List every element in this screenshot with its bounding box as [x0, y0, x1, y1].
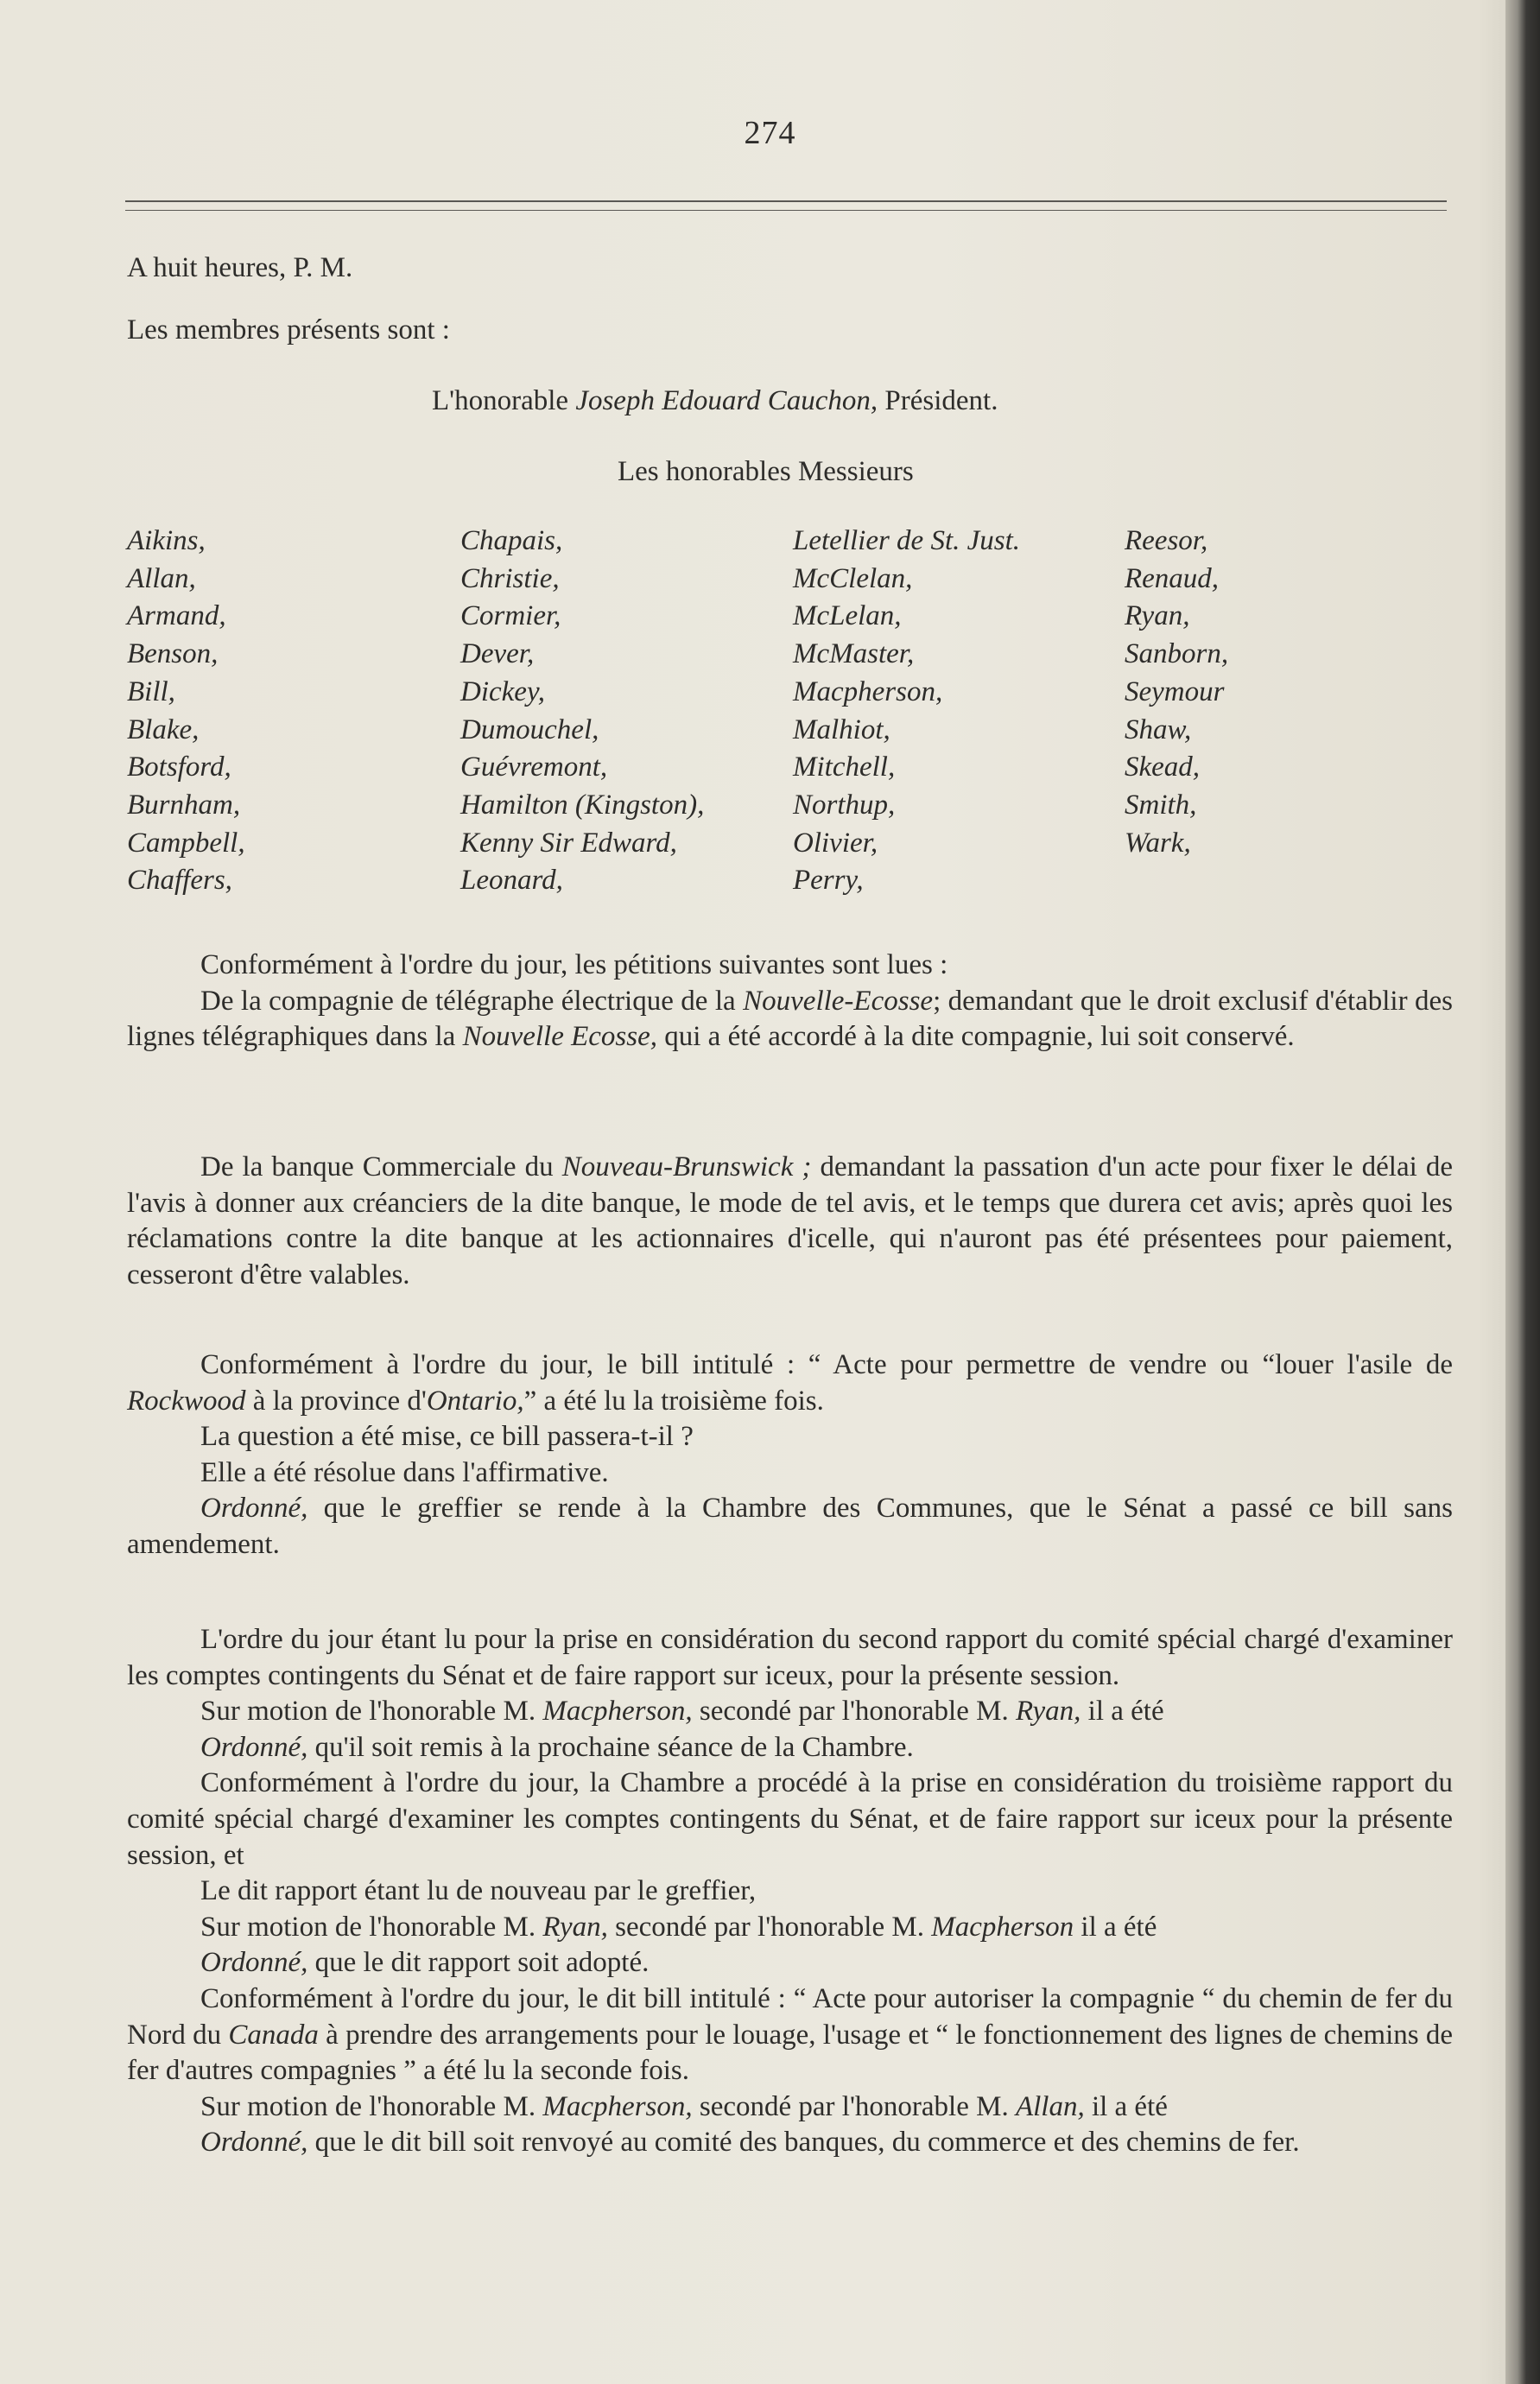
- paragraph: [127, 1347, 1453, 1419]
- text-run: Rockwood: [127, 1385, 246, 1417]
- paragraph: Le dit rapport étant lu de nouveau par le greffier,: [200, 1875, 757, 1907]
- petitions-block: [127, 948, 1453, 1056]
- member-name: Dickey,: [460, 675, 546, 707]
- text-run: Sur motion de l'honorable M.: [200, 2090, 543, 2122]
- header-rule-bottom: [125, 210, 1447, 211]
- paragraph: [127, 2089, 1453, 2126]
- text-run: Allan,: [1015, 2090, 1085, 2122]
- member-name: Dumouchel,: [460, 713, 599, 745]
- member-name: McClelan,: [793, 562, 913, 594]
- text-run: à prendre des arrangements pour le louage, l'usage et “ le fonctionnement des lignes de chemins de fer d'autres compagnies ” a été lu la seconde fois.: [127, 2019, 1454, 2087]
- page-number: 274: [744, 115, 796, 151]
- paragraph: [127, 1694, 1453, 1730]
- text-run: secondé par l'honorable M.: [692, 2090, 1016, 2122]
- member-name: Christie,: [460, 562, 560, 594]
- text-run: secondé par l'honorable M.: [692, 1696, 1016, 1728]
- text-run: Conformément à l'ordre du jour, le bill intitulé : “ Acte pour permettre de vendre ou “louer l'asile de: [200, 1349, 1453, 1380]
- paragraph: [127, 1981, 1453, 2089]
- text-run: Ontario,: [426, 1385, 524, 1417]
- members-column-3: [793, 523, 1020, 900]
- member-name: Ryan,: [1125, 600, 1190, 632]
- member-name: Smith,: [1125, 789, 1197, 821]
- member-name: Aikins,: [127, 525, 206, 556]
- text-run: demandant la passation d'un acte pour fixer le délai de l'avis à donner aux créanciers de la dite banque, le mode de tel avis, et le temps que durera cet avis; après quoi les réclamations contre la dite banque at les actionnaires d'icelle, qui n'auront pas été présentees pour paiement, cesseront d'être valables.: [127, 1151, 1454, 1290]
- text-run: Ordonné,: [200, 1731, 308, 1763]
- member-name: Kenny Sir Edward,: [460, 827, 677, 859]
- member-name: Chapais,: [460, 525, 563, 556]
- text-run: qui a été accordé à la dite compagnie, lui soit conservé.: [657, 1021, 1295, 1053]
- member-name: Chaffers,: [127, 865, 232, 897]
- members-intro: Les membres présents sont :: [127, 314, 450, 346]
- members-column-2: [460, 523, 704, 900]
- text-run: Ordonné,: [200, 2127, 308, 2159]
- text-run: Conformément à l'ordre du jour, le dit bill intitulé : “ Acte pour autoriser la compagnie “ du chemin de fer du Nord du: [127, 1982, 1453, 2051]
- member-name: Perry,: [793, 865, 864, 897]
- member-name: Reesor,: [1125, 525, 1208, 556]
- paragraph: [127, 1910, 1453, 1946]
- honorables-header: Les honorables Messieurs: [618, 456, 914, 487]
- paragraph: L'ordre du jour étant lu pour la prise en considération du second rapport du comité spécial chargé d'examiner les comptes contingents du Sénat et de faire rapport sur iceux, pour la présente session.: [127, 1624, 1453, 1691]
- member-name: Dever,: [460, 638, 535, 670]
- text-run: ; demandant que le droit exclusif d'établir des lignes télégraphiques dans la: [127, 985, 1454, 1053]
- member-name: McLelan,: [793, 600, 902, 632]
- president-line: [432, 385, 998, 417]
- text-run: Nouvelle-Ecosse: [743, 985, 934, 1017]
- member-name: Olivier,: [793, 827, 878, 859]
- member-name: Burnham,: [127, 789, 241, 821]
- text-run: Sur motion de l'honorable M.: [200, 1911, 543, 1943]
- text-run: Ryan,: [542, 1911, 608, 1943]
- member-name: Shaw,: [1125, 713, 1192, 745]
- bank-petition-block: [127, 1150, 1453, 1293]
- text-run: De la compagnie de télégraphe électrique de la: [200, 985, 744, 1017]
- member-name: Bill,: [127, 675, 175, 707]
- president-prefix: L'honorable: [432, 385, 569, 416]
- text-run: que le dit rapport soit adopté.: [307, 1947, 650, 1979]
- text-run: à la province d': [245, 1385, 427, 1417]
- text-run: Macpherson: [931, 1911, 1074, 1943]
- member-name: Seymour: [1125, 675, 1225, 707]
- time-line: A huit heures, P. M.: [127, 252, 353, 283]
- paragraph: Conformément à l'ordre du jour, les pétitions suivantes sont lues :: [200, 949, 948, 980]
- text-run: Ordonné,: [200, 1493, 308, 1525]
- member-name: Guévremont,: [460, 751, 608, 783]
- paragraph: [127, 1491, 1453, 1563]
- member-name: McMaster,: [793, 638, 915, 670]
- text-run: que le greffier se rende à la Chambre des Communes, que le Sénat a passé ce bill sans amendement.: [127, 1493, 1453, 1560]
- text-run: que le dit bill soit renvoyé au comité des banques, du commerce et des chemins de fer.: [307, 2127, 1300, 2159]
- text-run: secondé par l'honorable M.: [607, 1911, 932, 1943]
- text-run: Ryan,: [1015, 1696, 1081, 1728]
- member-name: Blake,: [127, 713, 200, 745]
- text-run: ” a été lu la troisième fois.: [523, 1385, 824, 1417]
- text-run: Nouvelle Ecosse,: [462, 1021, 657, 1053]
- paragraph: Elle a été résolue dans l'affirmative.: [200, 1456, 609, 1488]
- text-run: il a été: [1074, 1911, 1157, 1943]
- member-name: Armand,: [127, 600, 226, 632]
- rockwood-bill-block: [127, 1347, 1453, 1563]
- member-name: Botsford,: [127, 751, 231, 783]
- text-run: Macpherson,: [542, 1696, 693, 1728]
- member-name: Campbell,: [127, 827, 245, 859]
- reports-block: [127, 1622, 1453, 2161]
- book-gutter-edge: [1505, 0, 1540, 2384]
- president-name: Joseph Edouard Cauchon,: [575, 385, 878, 416]
- member-name: Wark,: [1125, 827, 1191, 859]
- member-name: Hamilton (Kingston),: [460, 789, 705, 821]
- header-rule-top: [125, 200, 1447, 202]
- text-run: De la banque Commerciale du: [200, 1151, 562, 1182]
- member-name: Malhiot,: [793, 713, 890, 745]
- paragraph: [127, 2125, 1453, 2161]
- paragraph: [127, 1150, 1453, 1293]
- paragraph: [127, 984, 1453, 1056]
- paragraph: [127, 1945, 1453, 1981]
- member-name: Allan,: [127, 562, 196, 594]
- member-name: Macpherson,: [793, 675, 943, 707]
- member-name: Sanborn,: [1125, 638, 1229, 670]
- text-run: Canada: [228, 2019, 319, 2051]
- member-name: Cormier,: [460, 600, 561, 632]
- members-column-1: [127, 523, 245, 900]
- text-run: il a été: [1084, 2090, 1168, 2122]
- member-name: Mitchell,: [793, 751, 896, 783]
- member-name: Leonard,: [460, 865, 563, 897]
- paragraph: La question a été mise, ce bill passera-t-il ?: [200, 1421, 694, 1453]
- text-run: Nouveau-Brunswick ;: [561, 1151, 812, 1182]
- paragraph: [127, 1730, 1453, 1766]
- member-name: Northup,: [793, 789, 896, 821]
- text-run: il a été: [1081, 1696, 1164, 1728]
- member-name: Benson,: [127, 638, 219, 670]
- text-run: Macpherson,: [542, 2090, 693, 2122]
- member-name: Skead,: [1125, 751, 1201, 783]
- member-name: Renaud,: [1125, 562, 1220, 594]
- paragraph: Conformément à l'ordre du jour, la Chambre a procédé à la prise en considération du troisième rapport du comité spécial chargé d'examiner les comptes contingents du Sénat, et de faire rapport sur iceux pour la présente session, et: [127, 1767, 1453, 1871]
- member-name: Letellier de St. Just.: [793, 525, 1021, 556]
- text-run: Sur motion de l'honorable M.: [200, 1696, 543, 1728]
- text-run: qu'il soit remis à la prochaine séance de la Chambre.: [307, 1731, 914, 1763]
- president-title: Président.: [884, 385, 998, 416]
- text-run: Ordonné,: [200, 1947, 308, 1979]
- members-column-4: [1125, 523, 1228, 862]
